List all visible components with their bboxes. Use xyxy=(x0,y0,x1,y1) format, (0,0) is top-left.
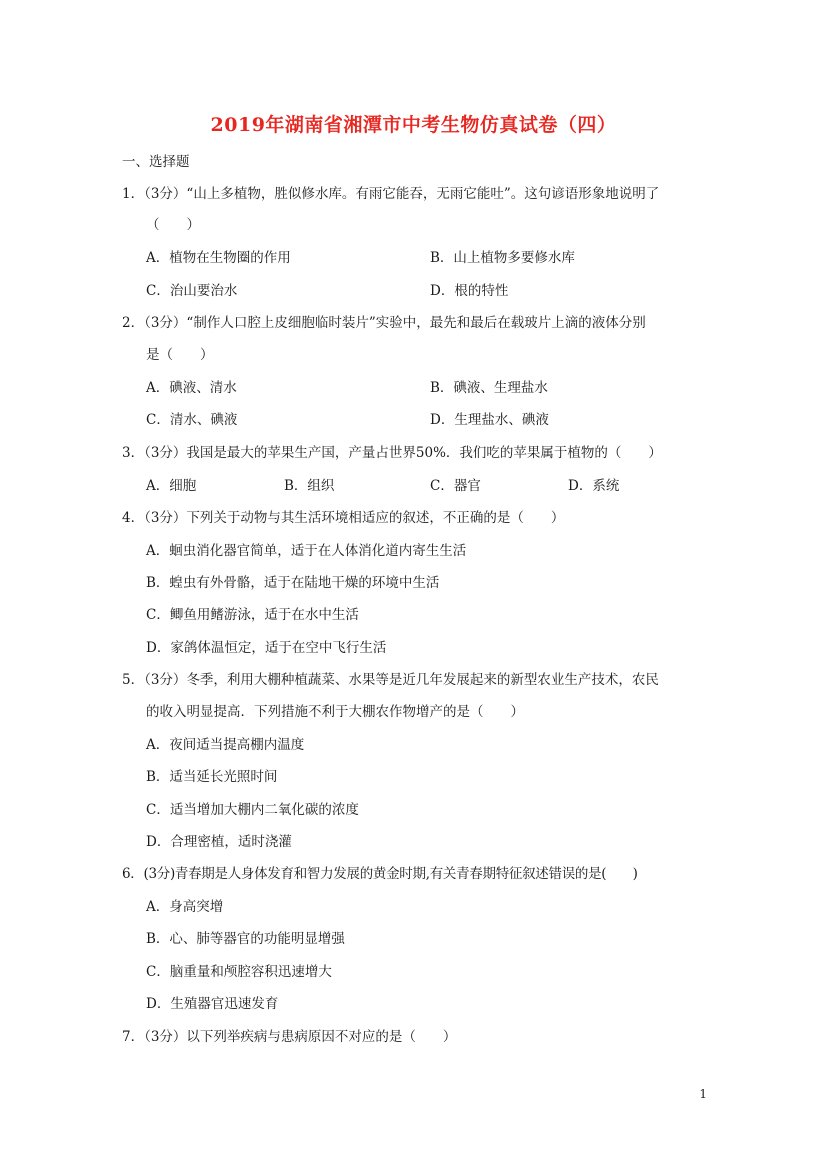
question-4-option-b: B．蝗虫有外骨骼，适于在陆地干燥的环境中生活 xyxy=(146,575,440,591)
question-5-option-d: D．合理密植，适时浇灌 xyxy=(146,834,292,850)
question-3-option-c: C．器官 xyxy=(430,478,481,494)
question-4-option-d: D．家鸽体温恒定，适于在空中飞行生活 xyxy=(146,640,387,656)
question-4-stem: 4．（3分）下列关于动物与其生活环境相适应的叙述，不正确的是（ ） xyxy=(122,510,565,526)
question-2-stem: 2．（3分）“制作人口腔上皮细胞临时装片”实验中，最先和最后在载玻片上滴的液体分别 xyxy=(122,315,646,331)
question-2-stem-cont: 是（ ） xyxy=(146,347,214,363)
page-number: 1 xyxy=(699,1087,707,1101)
question-2-option-b: B．碘液、生理盐水 xyxy=(430,380,548,396)
question-1-option-a: A．植物在生物圈的作用 xyxy=(146,250,291,266)
question-1-stem: 1．（3分）“山上多植物，胜似修水库。有雨它能吞，无雨它能吐”。这句谚语形象地说明了 xyxy=(122,186,660,202)
question-1-option-b: B．山上植物多要修水库 xyxy=(430,250,575,266)
question-7-stem: 7．（3分）以下列举疾病与患病原因不对应的是（ ） xyxy=(122,1029,457,1045)
question-5-stem-cont: 的收入明显提高．下列措施不利于大棚农作物增产的是（ ） xyxy=(146,704,524,720)
question-3-stem: 3．（3分）我国是最大的苹果生产国，产量占世界50%．我们吃的苹果属于植物的（ ） xyxy=(122,445,662,461)
question-3-option-d: D．系统 xyxy=(568,478,620,494)
question-6-option-b: B．心、肺等器官的功能明显增强 xyxy=(146,931,345,947)
question-5-option-c: C．适当增加大棚内二氧化碳的浓度 xyxy=(146,802,359,818)
question-1-stem-cont: （ ） xyxy=(146,217,200,233)
question-2-option-d: D．生理盐水、碘液 xyxy=(430,412,549,428)
question-6-option-a: A．身高突增 xyxy=(146,899,224,915)
page-title: 2019年湖南省湘潭市中考生物仿真试卷（四） xyxy=(210,114,617,136)
question-2-option-a: A．碘液、清水 xyxy=(146,380,237,396)
question-6-option-d: D．生殖器官迅速发育 xyxy=(146,996,279,1012)
question-6-option-c: C．脑重量和颅腔容积迅速增大 xyxy=(146,964,332,980)
question-6-stem: 6．(3分)青春期是人身体发育和智力发展的黄金时期,有关青春期特征叙述错误的是( ) xyxy=(122,866,638,882)
question-1-option-c: C．治山要治水 xyxy=(146,283,238,299)
question-4-option-c: C．鲫鱼用鳍游泳，适于在水中生活 xyxy=(146,607,359,623)
question-3-option-b: B．组织 xyxy=(284,478,335,494)
question-1-option-d: D．根的特性 xyxy=(430,283,509,299)
question-5-stem: 5．（3分）冬季，利用大棚种植蔬菜、水果等是近几年发展起来的新型农业生产技术，农民 xyxy=(122,672,659,688)
question-2-option-c: C．清水、碘液 xyxy=(146,412,238,428)
question-5-option-b: B．适当延长光照时间 xyxy=(146,769,278,785)
question-4-option-a: A．蛔虫消化器官简单，适于在人体消化道内寄生生活 xyxy=(146,543,467,559)
question-3-option-a: A．细胞 xyxy=(146,478,197,494)
section-heading: 一、选择题 xyxy=(122,154,190,170)
question-5-option-a: A．夜间适当提高棚内温度 xyxy=(146,737,305,753)
